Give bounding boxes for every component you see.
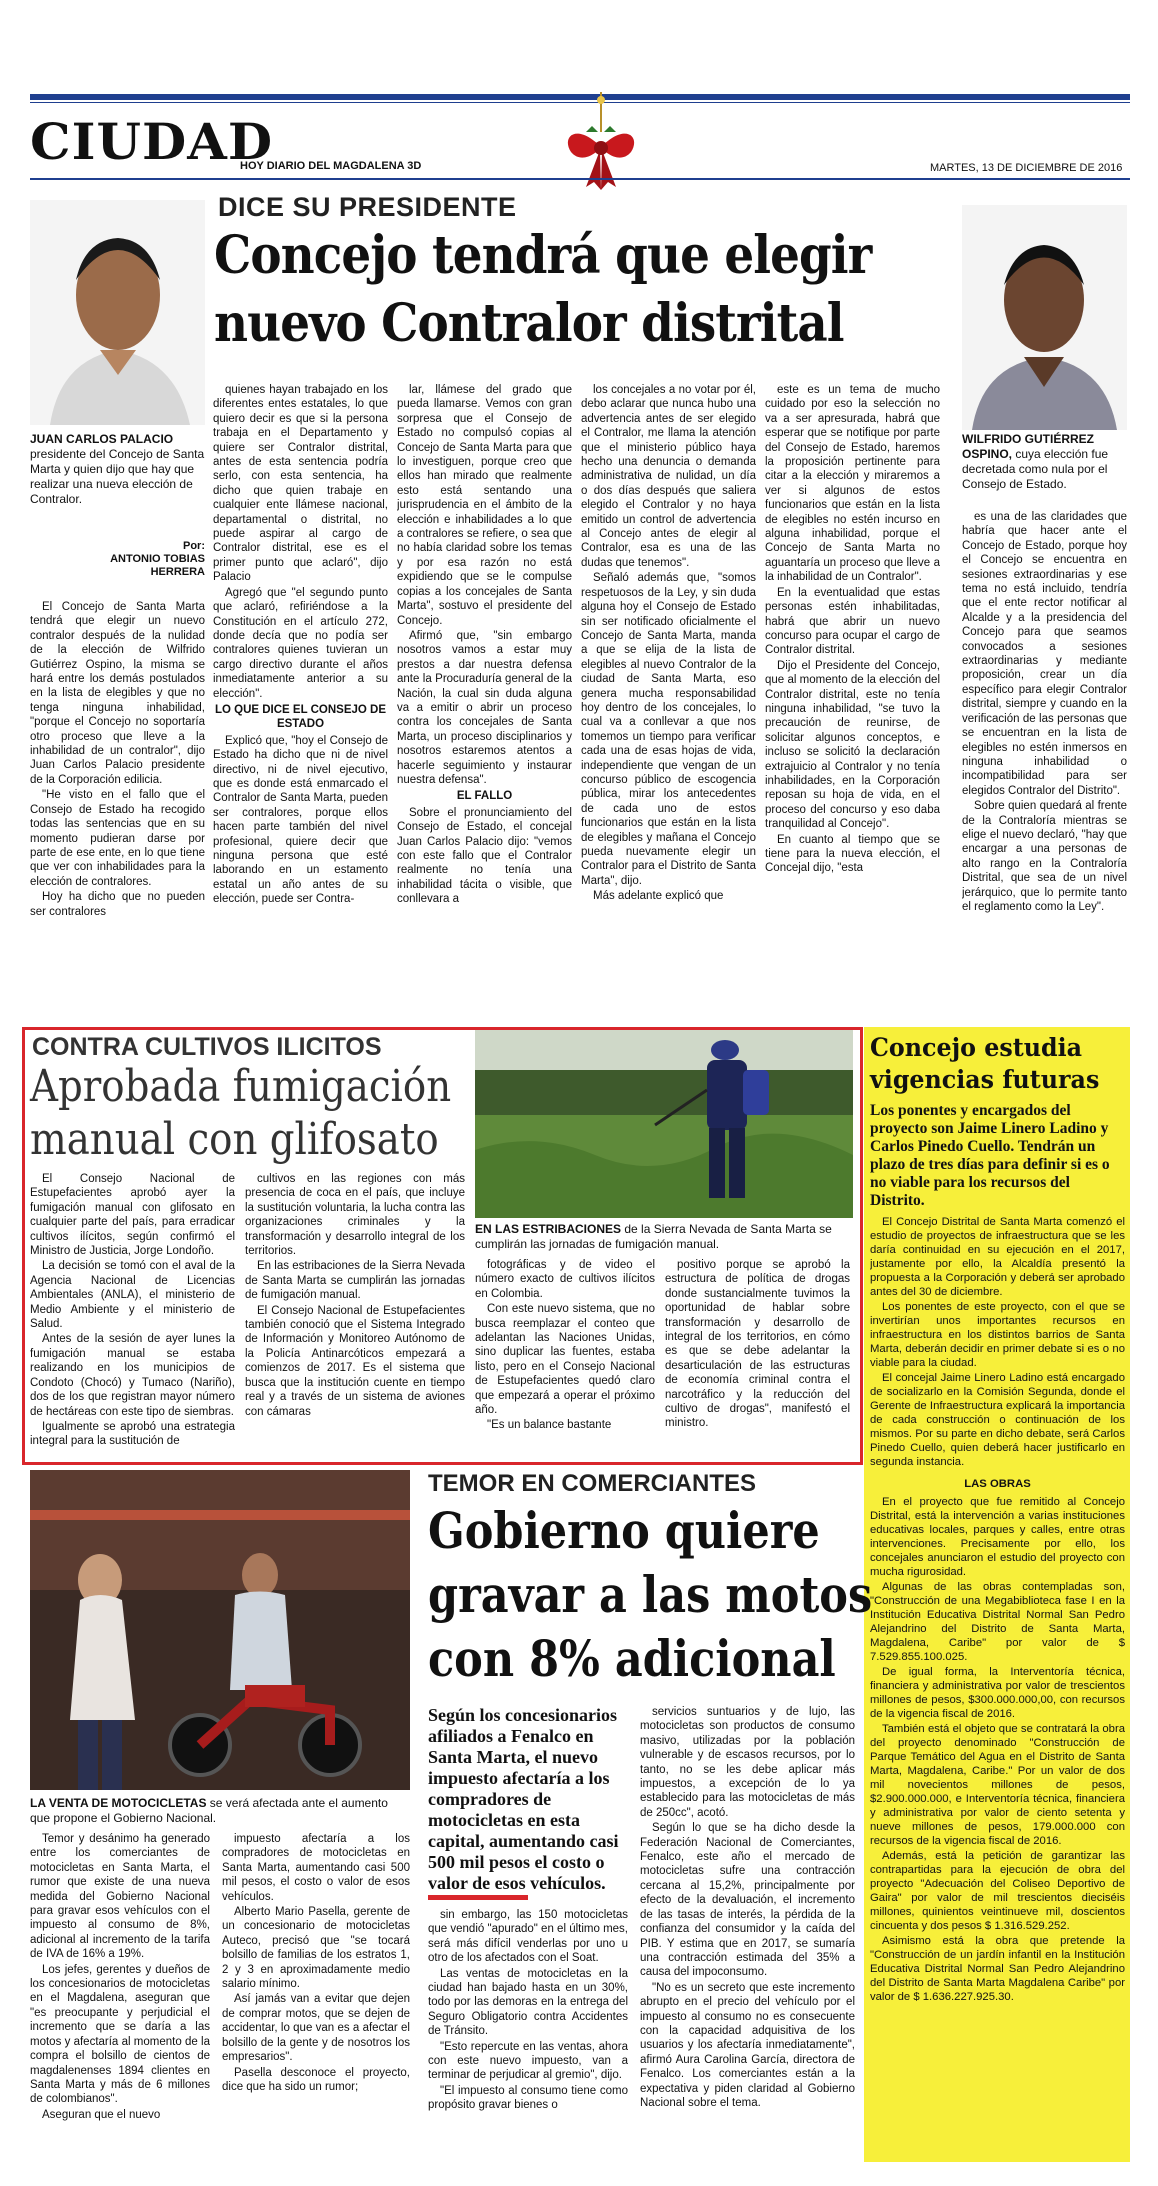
motos-col3-p1: sin embargo, las 150 motocicletas que vendió "apurado" en el último mes, será más difícil venderlas por uno u otro de los afectados con el Soat.	[428, 1909, 628, 1965]
lead-headline-line2: nuevo Contralor distrital	[214, 293, 844, 354]
sidebar-subhead: LAS OBRAS	[964, 1478, 1031, 1490]
motos-kicker: TEMOR EN COMERCIANTES	[428, 1470, 757, 1497]
lead-col2-subhead: LO QUE DICE EL CONSEJO DE ESTADO	[214, 703, 387, 731]
christmas-bow-icon	[556, 92, 646, 192]
lead-col-3	[397, 383, 572, 1025]
lead-kicker: DICE SU PRESIDENTE	[218, 192, 517, 222]
motos-col-4	[640, 1705, 855, 2162]
right-caption	[962, 432, 1127, 492]
lead-col-4	[581, 383, 756, 1025]
lead-col5-p2: En la eventualidad que estas personas estén inhabilitadas, habrá que abrir un nuevo concurso para ocupar el cargo de Contralor distrital.	[765, 586, 940, 657]
lead-col4-p2: Señaló además que, "somos respetuosos de la Ley, y sin duda alguna hoy el Consejo de Estado sin ser notificado oficialmente el Concejo de Santa Marta, manda a que se elija de la lista de elegibles al nuevo Contralor de la ciudad de Santa Marta, eso genera mucha responsabilidad hoy dentro de los concejales, lo cual va a conllevar a que nos tomemos un tiempo para verificar cada una de esas hojas de vida, independiente que vengan de un concurso público de escogencia pública, mirar los antecedentes de cada uno de estos funcionarios que están en la lista de elegibles y mañana el Concejo pueda nuevamente elegir un Contralor para el Distrito de Santa Marta", dijo.	[581, 572, 756, 887]
sidebar-p5: Algunas de las obras contempladas son, "Construcción de una Megabiblioteca fase I en la Institución Educativa Distrital Normal San Pedro Alejandrino del Distrito de Santa Marta, Magdalena, Caribe" por valor de $ 7.529.855.100.025.	[870, 1581, 1125, 1663]
fumigation-caption-bold: EN LAS ESTRIBACIONES	[475, 1222, 622, 1236]
lead-col4-p1: los concejales a no votar por él, debo aclarar que nunca hubo una advertencia antes de ser elegido el Contralor, me llama la atención que el ministerio público haya hecho una denuncia o demanda administrativa de nulidad, un día o dos días después que saliera elegido el Contralor y no haya emitido un control de advertencia al Concejo antes de elegir al Contralor, esa es una de las dudas que tenemos".	[581, 384, 756, 569]
portrait-wilfrido-gutierrez	[962, 205, 1127, 430]
motos-deck: Según los concesionarios afiliados a Fenalco en Santa Marta, el nuevo impuesto afectaría a los compradores de motocicletas en esta capital, aumentando casi 500 mil pesos el costo o valor de esos vehículos.	[428, 1705, 619, 1893]
lead-col-1	[30, 600, 205, 1025]
lead-col1-p3: Hoy ha dicho que no pueden ser contralores	[30, 891, 205, 918]
portrait-juan-carlos-palacio	[30, 200, 205, 425]
motos-col1-p3: Aseguran que el nuevo	[42, 2108, 161, 2121]
motos-col2-p4: Pasella desconoce el proyecto, dice que ha sido un rumor;	[222, 2066, 410, 2093]
lead-col3-p2: Afirmó que, "sin embargo nosotros vamos a estar muy prestos a dar nuestra defensa ante la Procuraduría general de la Nación, la cual sin duda alguna va a emitir o abrir un proceso contra los concejales de Santa Marta, un proceso disciplinarios y nosotros estaremos atentos a hacerle seguimiento y instaurar nuestra defensa".	[397, 629, 572, 786]
motos-col-2	[222, 1832, 410, 2162]
motos-col1-p1: Temor y desánimo ha generado entre los comerciantes de motocicletas en Santa Marta, el rumor que existe de una nueva medida del Gobierno Nacional para gravar esos vehículos con el impuesto al consumo de 8%, adicional al incremento de la tarifa de IVA de 16% a 19%.	[30, 1833, 210, 1961]
motos-col3-p3: "Esto repercute en las ventas, ahora con este nuevo impuesto, van a terminar de perjudicar al gremio", dijo.	[428, 2040, 628, 2082]
fumigation-caption-text: de la Sierra Nevada de Santa Marta se cumplirán las jornadas de fumigación manual.	[475, 1222, 832, 1251]
fumigation-photo	[475, 1030, 853, 1218]
lead-col2-p2: Agregó que "el segundo punto que aclaró, refiriéndose a la Constitución en el artículo 272, donde decía que no podía ser contralores quienes tuvieran un cargo directivo durante el años inmediatamente anterior a su elección".	[213, 586, 388, 700]
sidebar-p3: El concejal Jaime Linero Ladino está encargado de socializarlo en la Comisión Segunda, donde el Gerente de Infraestructura explicará la importancia de cada construcción o continuación de los mismos. Por su parte en dicho debate, será Carlos Pinedo Cuello, quien deberá hacer justificarlo en segunda instancia.	[870, 1372, 1125, 1468]
motos-col-1	[30, 1832, 210, 2162]
right-caption-name: WILFRIDO GUTIÉRREZ OSPINO,	[962, 432, 1094, 461]
motos-col4-p1: servicios suntuarios y de lujo, las motocicletas son productos de consumo masivo, utilizadas por la población vulnerable y de escasos recursos, por lo tanto, no se les debe aplicar más impuestos, a excepción de lo ya establecido para las motocicletas de más de 250cc", acotó.	[640, 1706, 855, 1819]
motos-col2-p3: Así jamás van a evitar que dejen de comprar motos, que se dejen de accidentar, lo que van es a afectar el bolsillo de la gente y de nosotros los empresarios".	[222, 1993, 410, 2064]
glifosato-col-3	[475, 1258, 655, 1454]
motos-col3-p4: "El impuesto al consumo tiene como propósito gravar bienes o	[428, 2084, 628, 2112]
byline-label: Por:	[183, 540, 205, 552]
sidebar-p8: Además, está la petición de garantizar las contrapartidas para la ejecución de obra del proyecto "Adecuación del Coliseo Deportivo de Gaira" por valor de mil trescientos dieciséis millones, quinientos veintinueve mil, doscientos cincuenta y dos pesos $ 1.316.529.252.	[870, 1850, 1125, 1932]
glifosato-col3-p1: fotográficas y de video el número exacto de cultivos ilícitos en Colombia.	[475, 1259, 655, 1300]
glifosato-col3-p3: "Es un balance bastante	[487, 1419, 612, 1432]
sidebar-p9: Asimismo está la obra que pretende la "Construcción de un jardín infantil en la Institución Educativa Distrital Normal San Pedro Alejandrino del Distrito de Santa Marta Magdalena Caribe" por valor de $ 1.636.227.925.30.	[870, 1935, 1125, 2003]
lead-col-5	[765, 383, 940, 1025]
motorcycle-caption-text: se verá afectada ante el aumento que propone el Gobierno Nacional.	[30, 1796, 388, 1825]
left-caption	[30, 432, 205, 507]
motos-deck-rule	[428, 1895, 528, 1900]
lead-col5-p4: En cuanto al tiempo que se tiene para la nueva elección, el Concejal dijo, "esta	[765, 833, 940, 875]
lead-col1-p1: El Concejo de Santa Marta tendrá que elegir un nuevo contralor después de la nulidad de la elección de Wilfrido Gutiérrez Ospino, la misma se hará entre los demás postulados en la lista de elegibles y que no tenga ninguna inhabilidad, "porque el Concejo no soportaría otro proceso que lleve a la inhabilidad de un contralor", dijo Juan Carlos Palacio presidente de la Corporación edilicia.	[30, 601, 205, 786]
sidebar-body	[870, 1215, 1125, 2155]
sidebar-p6: De igual forma, la Interventoría técnica, financiera y administrativa por valor de trescientos millones de pesos, $300.000.000,00, con recursos de la vigencia fiscal de 2016.	[870, 1666, 1125, 1720]
glifosato-col2-p1: cultivos en las regiones con más presencia de coca en el país, que incluye la sustitución voluntaria, la lucha contra las organizaciones criminales y la transformación y desarrollo integral de los territorios.	[245, 1173, 465, 1258]
byline	[110, 540, 205, 579]
fumigation-photo-caption	[475, 1222, 853, 1252]
masthead-rule	[30, 178, 1130, 180]
lead-col2-p1: quienes hayan trabajado en los diferentes entes estatales, lo que quiero decir es que si la persona trabaja en el Departamento y quiere ser Contralor distrital, antes de esta sentencia podría serlo, con esta sentencia, ha dicho que quien trabaje en cualquier ente llámese nacional, departamental o distrital, no puede aspirar al cargo de Contralor distrital, ese es el primer punto que aclaró", dijo Palacio	[213, 384, 388, 584]
sidebar-deck: Los ponentes y encargados del proyecto son Jaime Linero Ladino y Carlos Pinedo Cuello. Tendrán un plazo de tres días para definir si es o no viable para los recursos del Distrito.	[870, 1102, 1110, 1209]
glifosato-kicker: CONTRA CULTIVOS ILICITOS	[32, 1033, 382, 1061]
lead-col2-p3: Explicó que, "hoy el Consejo de Estado ha dicho que ni de nivel directivo, ni de nivel ejecutivo, que es donde está enmarcado el Contralor de Santa Marta, pueden ser contralores, porque ellos hacen parte también del nivel profesional, quiere decir que ninguna persona que esté laborando en un estamento estatal un año antes de su elección, puede ser Contra-	[213, 734, 388, 906]
page-date: MARTES, 13 DE DICIEMBRE DE 2016	[930, 162, 1123, 174]
sidebar-p1: El Concejo Distrital de Santa Marta comenzó el estudio de proyectos de infraestructura que se les daría continuidad en su ejecución en el 2017, justamente por ello, la Alcaldía presentó la propuesta a la Corporación y deberá ser aprobado antes del 30 de diciembre.	[870, 1216, 1125, 1298]
sidebar-p2: Los ponentes de este proyecto, con el que se invertirían unos importantes recursos en infraestructura en los distintos barrios de Santa Marta, deberán decidir en primer debate si es o no viable para la ciudad.	[870, 1301, 1125, 1369]
motos-col-3	[428, 1908, 628, 2162]
motos-col4-p3: "No es un secreto que este incremento abrupto en el precio del vehículo por el impuesto al consumo no es consecuente con la capacidad adquisitiva de los usuarios y los afectaría inmediatamente", afirmó Aura Carolina García, directora de Fenalco. Los comerciantes están a la expectativa y piden claridad al Gobierno Nacional sobre el tema.	[640, 1981, 855, 2109]
lead-col-6	[962, 510, 1127, 1025]
lead-col3-p1: lar, llámese del grado que pueda llamarse. Vemos con gran sorpresa que el Consejo de Estado no compulsó copias al Concejo de Santa Marta para que lo investiguen, porque creo que ellos han mirado que realmente esto está sentando una jurisprudencia en el ámbito de la elección e inhabilidades a lo que a contralores se refiere, o sea que no había claridad sobre los temas y por esa razón no está expidiendo que se le compulse copias a los concejales de Santa Marta", sostuvo el presidente del Concejo.	[397, 384, 572, 627]
left-caption-text: presidente del Concejo de Santa Marta y quien dijo que hay que realizar una nueva elección de Contralor.	[30, 447, 205, 506]
glifosato-col3-p2: Con este nuevo sistema, que no busca reemplazar el conteo que adelantan las Naciones Unidas, sino duplicar las fuentes, estaba listo, pero en el Consejo Nacional de Estupefacientes quedó claro que empezará a operar el próximo año.	[475, 1303, 655, 1417]
lead-col3-subhead: EL FALLO	[456, 790, 513, 803]
section-title: CIUDAD	[30, 112, 274, 171]
glifosato-headline-line1: Aprobada fumigación	[30, 1061, 452, 1112]
lead-col6-p1: es una de las claridades que habría que hacer ante el Concejo de Estado, porque hoy el Concejo se encuentra en sesiones extraordinarias y ese tema no está incluido, tendría que el ente rector notificar al Alcalde y a la presidencia del Concejo para que seamos convocados a sesiones extraordinarias y mediante proposición, crear un día específico para elegir Contralor distrital, siempre y cuando en la verificación de las personas que se encuentran en la lista de elegibles no estén inmersos en ninguna inhabilidad o incompatibilidad para ser elegidos Contralor del Distrito".	[962, 511, 1127, 797]
sidebar-headline: Concejo estudia vigencias futuras	[870, 1033, 1100, 1094]
lead-col3-p3: Sobre el pronunciamiento del Consejo de Estado, el concejal Juan Carlos Palacio dijo: "vemos con este fallo que el Contralor realmente no tenía una inhabilidad tácita o visible, que conllevara a	[397, 806, 572, 906]
glifosato-col-4	[665, 1258, 850, 1454]
motorcycle-photo-caption	[30, 1796, 410, 1826]
motos-col3-p2: Las ventas de motocicletas en la ciudad han bajado hasta en un 30%, todo por las demoras en la entrega del Seguro Obligatorio contra Accidentes de Tránsito.	[428, 1967, 628, 2038]
sidebar-p4: En el proyecto que fue remitido al Concejo Distrital, está la intervención a varias instituciones educativas locales, parques y calles, entre otras intervenciones. Precisamente por ello, los concejales anunciaron el estudio del proyecto con mucha rigurosidad.	[870, 1496, 1125, 1578]
glifosato-col1-p3: Antes de la sesión de ayer lunes la fumigación manual se estaba realizando en los municipios de Condoto (Chocó) y Tumaco (Nariño), dos de los que registran mayor número de hectáreas con este tipo de siembras.	[30, 1333, 235, 1418]
lead-col-2	[213, 383, 388, 1025]
page-label: HOY DIARIO DEL MAGDALENA 3D	[240, 160, 422, 172]
motos-headline-line3: con 8% adicional	[428, 1629, 836, 1688]
byline-name: ANTONIO TOBIAS HERRERA	[110, 553, 205, 578]
glifosato-col4-p1: positivo porque se aprobó la estructura de política de drogas donde sustancialmente tuvimos la oportunidad de hablar sobre transformación y desarrollo de integral de los territorios, en cómo es que se debe adelantar la desarticulación de las estructuras de economía criminal contra el narcotráfico y la reducción del cultivo de drogas", manifestó el ministro.	[665, 1259, 850, 1430]
glifosato-col1-p2: La decisión se tomó con el aval de la Agencia Nacional de Licencias Ambientales (ANLA), el ministerio de Medio Ambiente y el ministerio de Salud.	[30, 1260, 235, 1331]
lead-col4-p3: Más adelante explicó que	[593, 890, 724, 903]
motos-col2-p1: impuesto afectaría a los compradores de motocicletas en Santa Marta, aumentando casi 500 mil pesos, el costo o valor de esos vehículos.	[222, 1833, 410, 1903]
motos-col2-p2: Alberto Mario Pasella, gerente de un concesionario de motocicletas Auteco, precisó que "se tocará bolsillo de familias de los estratos 1, 2 y 3 en aproximadamente medio salario mínimo.	[222, 1906, 410, 1991]
motos-col1-p2: Los jefes, gerentes y dueños de los concesionarios de motocicletas en el Magdalena, aseguran que "es preocupante y perjudicial el incremento que se daría a las motos y afectaría al momento de la compra el bolsillo de cientos de magdalenenses 1894 clientes en Santa Marta y más de 6 millones de colombianos".	[30, 1963, 210, 2106]
right-caption-text: cuya elección fue decretada como nula por el Consejo de Estado.	[962, 447, 1109, 491]
glifosato-col1-p4: Igualmente se aprobó una estrategia integral para la sustitución de	[30, 1420, 235, 1448]
lead-col5-p3: Dijo el Presidente del Concejo, que al momento de la elección del Contralor distrital, este no tenía ninguna inhabilidad, "se tuvo la precaución de reunirse, de solicitar algunos conceptos, e incluso se solicitó la declaración extrajuicio al Contralor y no tenía inhabilidades, en la Corporación reposan su hoja de vida, en el proceso del concurso y eso daba tranquilidad al Concejo".	[765, 659, 940, 831]
sidebar-p7: También está el objeto que se contratará la obra del proyecto denominado "Construcción de Parque Temático del Agua en el Distrito de Santa Marta, Magdalena, Caribe." Por un valor de dos mil novecientos millones de pesos, $2.900.000.000, e Interventoría técnica, financiera y administrativa por valor de ciento setenta y nueve millones de pesos, 179.000.000 con recursos de la vigencia fiscal de 2016.	[870, 1723, 1125, 1847]
motos-col4-p2: Según lo que se ha dicho desde la Federación Nacional de Comerciantes, Fenalco, este año el mercado de motocicletas sufre una contracción cercana al 15,2%, principalmente por efecto de la devaluación, el incremento de las tasas de interés, la pérdida de la confianza del consumidor y la caída del PIB. Y estima que en 2017, se sumaría una contracción estimada del 35% a causa del impoconsumo.	[640, 1822, 855, 1979]
glifosato-headline-line2: manual con glifosato	[30, 1114, 439, 1165]
glifosato-col2-p3: El Consejo Nacional de Estupefacientes también conoció que el Sistema Integrado de Información y Monitoreo Autónomo de la Policía Antinarcóticos empezará a comienzos de 2017. Es el sistema que busca que la institución cuente en tiempo real y a través de un sistema de aviones con cámaras	[245, 1304, 465, 1418]
motorcycle-caption-bold: LA VENTA DE MOTOCICLETAS	[30, 1796, 207, 1810]
glifosato-col-1	[30, 1172, 235, 1454]
motos-headline-line2: gravar a las motos	[428, 1565, 873, 1624]
lead-headline-line1: Concejo tendrá que elegir	[214, 225, 872, 286]
motos-headline-line1: Gobierno quiere	[428, 1501, 820, 1560]
lead-col5-p1: este es un tema de mucho cuidado por eso la selección no va a ser apresurada, habrá que esperar que se notifique por parte del Consejo de Estado, haremos la proposición pertinente para citar a la elección y miraremos a ver si algunos de estos funcionarios que están en la lista de elegibles no estén incurso en alguna inhabilidad, porque el Concejo de Santa Marta no aguantaría un proceso que lleve a la inhabilidad de un Contralor".	[765, 384, 940, 584]
lead-col6-p2: Sobre quien quedará al frente de la Contraloría mientras se elige el nuevo declaró, "hay que encargar a una personas de alto rango en la Contraloría Distrital, que sea de un nivel jerárquico, que lo permite tanto el reglamento como la Ley".	[962, 800, 1127, 913]
left-caption-name: JUAN CARLOS PALACIO	[30, 432, 174, 446]
glifosato-col2-p2: En las estribaciones de la Sierra Nevada de Santa Marta se cumplirán las jornadas de fumigación manual.	[245, 1260, 465, 1302]
glifosato-col-2	[245, 1172, 465, 1454]
glifosato-col1-p1: El Consejo Nacional de Estupefacientes aprobó ayer la fumigación manual con glifosato en cualquier parte del país, para erradicar cultivos ilícitos, según confirmó el Ministro de Justicia, Jorge Londoño.	[30, 1173, 235, 1258]
motorcycle-sales-photo	[30, 1470, 410, 1790]
lead-col1-p2: "He visto en el fallo que el Consejo de Estado ha recogido todas las sentencias que en su momento pudieran darse por parte de ese ente, en lo que tiene que ver con inhabilidades para la elección de contralores.	[30, 789, 205, 888]
